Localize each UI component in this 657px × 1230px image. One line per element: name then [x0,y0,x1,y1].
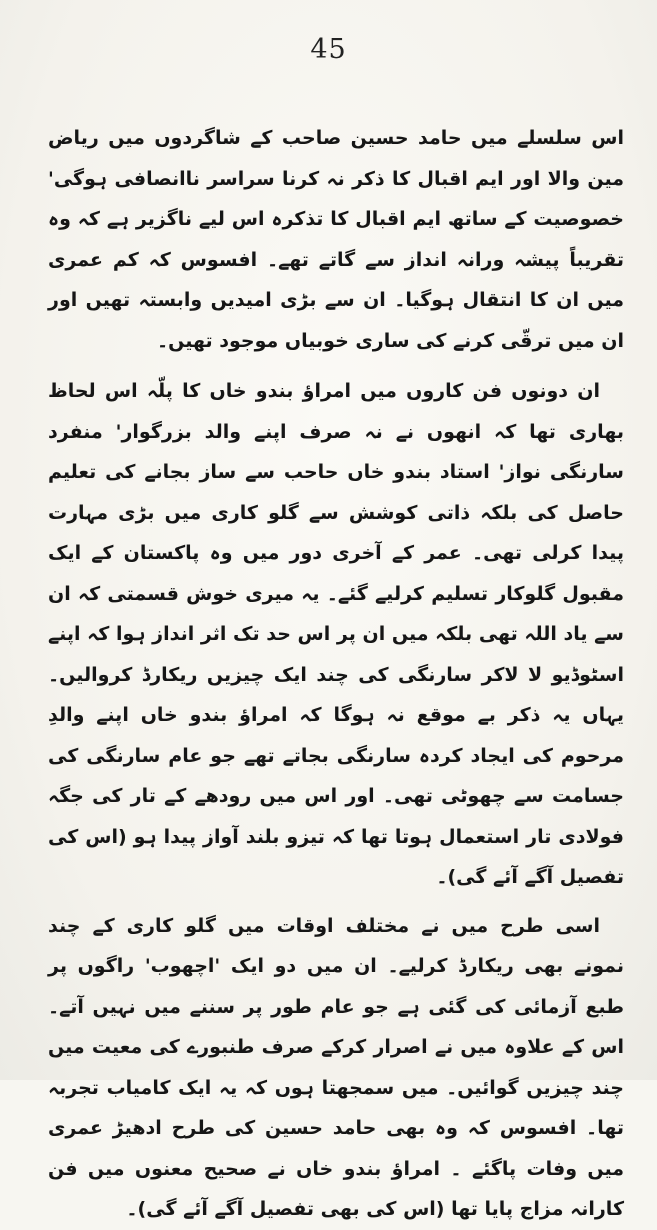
paragraph-1: اس سلسلے میں حامد حسین صاحب کے شاگردوں میں ریاض مین والا اور ایم اقبال کا ذکر نہ کرنا سراسر ناانصافی ہوگی' خصوصیت کے ساتھ ایم اقبال کا تذکرہ اس لیے ناگزیر ہے کہ وہ تقریباً پیشہ ورانہ انداز سے گاتے تھے۔ افسوس کہ کم عمری میں ان کا انتقال ہوگیا۔ ان سے بڑی امیدیں وابستہ تھیں اور ان میں ترقّی کرنے کی ساری خوبیاں موجود تھیں۔ [48,127,624,352]
page-number: 45 [310,34,347,65]
body-text [48,118,624,1230]
paragraph-3: اسی طرح میں نے مختلف اوقات میں گلو کاری کے چند نمونے بھی ریکارڈ کرلیے۔ ان میں دو ایک 'اچھوب' راگوں پر طبع آزمائی کی گئی ہے جو عام طور پر سننے میں نہیں آتے۔ اس کے علاوہ میں نے اصرار کرکے صرف طنبورے کی معیت میں چند چیزیں گوائیں۔ میں سمجھتا ہوں کہ یہ ایک کامیاب تجربہ تھا۔ افسوس کہ وہ بھی حامد حسین کی طرح ادھیڑ عمری میں وفات پاگئے ۔ امراؤ بندو خاں نے صحیح معنوں میں فن کارانہ مزاج پایا تھا (اس کی بھی تفصیل آگے آئے گی)۔ [48,914,624,1220]
paragraph-2: ان دونوں فن کاروں میں امراؤ بندو خاں کا پلّہ اس لحاظ بھاری تھا کہ انھوں نے نہ صرف اپنے والد بزرگوار' منفرد سارنگی نواز' استاد بندو خاں حاحب سے ساز بجانے کی تعلیم حاصل کی بلکہ ذاتی کوشش سے گلو کاری میں بڑی مہارت پیدا کرلی تھی۔ عمر کے آخری دور میں وہ پاکستان کے ایک مقبول گلوکار تسلیم کرلیے گئے۔ یہ میری خوش قسمتی کہ ان سے یاد اللہ تھی بلکہ میں ان پر اس حد تک اثر انداز ہوا کہ اپنے اسٹوڈیو لا لاکر سارنگی کی چند ایک چیزیں ریکارڈ کروالیں۔ یہاں یہ ذکر بے موقع نہ ہوگا کہ امراؤ بندو خاں اپنے والدِ مرحوم کی ایجاد کردہ سارنگی بجاتے تھے جو عام سارنگی کی جسامت سے چھوٹی تھی۔ اور اس میں رودھے کے تار کی جگہ فولادی تار استعمال ہوتا تھا کہ تیزو بلند آواز پیدا ہو (اس کی تفصیل آگے آئے گی)۔ [48,380,624,888]
